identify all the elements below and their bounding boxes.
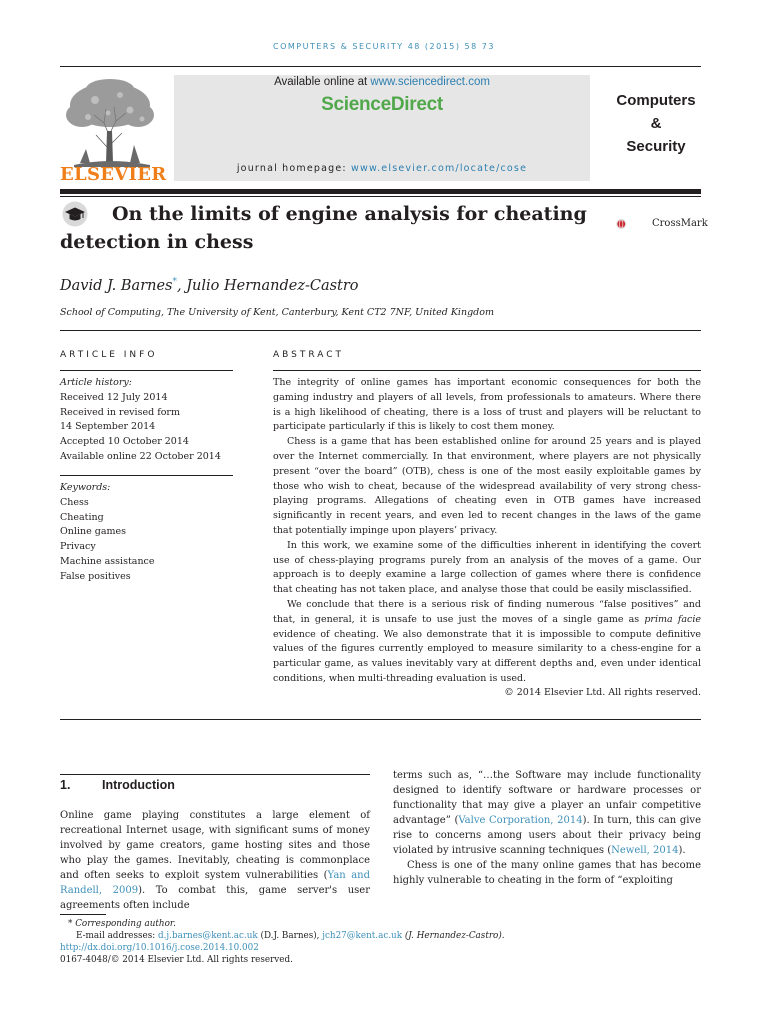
history-item: 14 September 2014 — [60, 421, 156, 433]
footnote-text: E-mail addresses: — [76, 931, 158, 941]
sciencedirect-link[interactable]: www.sciencedirect.com — [370, 76, 490, 88]
abstract-body — [273, 376, 701, 687]
header-thick-rule — [60, 189, 701, 194]
keyword-item: Chess — [60, 496, 89, 508]
doi-note — [60, 942, 259, 954]
body-text: ). To combat this, game server's user agreements often include — [60, 885, 370, 911]
publisher-wordmark: ELSEVIER — [60, 164, 167, 185]
section-rule — [60, 330, 701, 331]
header-rule — [60, 66, 701, 67]
body-text: terms such as, “…the Software may include functionality designed to identify software or hardware processes or functionality that may give a player an unfair competitive advantage” ( — [393, 770, 701, 826]
footnote-text: (J. Hernandez-Castro). — [402, 931, 505, 941]
author-name: David J. Barnes — [60, 277, 173, 294]
journal-title — [598, 89, 714, 158]
abstract-paragraph — [273, 598, 701, 687]
keywords-label: Keywords: — [60, 482, 111, 493]
article-history — [60, 376, 235, 465]
abstract-text: evidence of cheating. We also demonstrate that it is impossible to compute definitive values of the figures currently employed to measure similarity to a chess-engine for a particular game, as values inevitably vary at different depths and, even under identical conditions, when multi-threading evaluation is used. — [273, 628, 701, 684]
citation-link[interactable]: Yan and Randell, 2009 — [60, 870, 370, 896]
body-paragraph — [60, 808, 370, 913]
crossmark-icon[interactable] — [616, 207, 650, 241]
article-history-label: Article history: — [60, 377, 132, 388]
keyword-item: Cheating — [60, 511, 104, 523]
corresponding-author-note — [68, 918, 176, 930]
journal-reference: COMPUTERS & SECURITY 48 (2015) 58 73 — [273, 42, 495, 51]
abstract-paragraph: In this work, we examine some of the difficulties inherent in identifying the covert use of chess-playing programs purely from an analysis of the moves of a game. Our approach is to deeply examine a large collection of games where there is confidence that cheating has not taken place, and analyse those that could be easily misclassified. — [273, 539, 701, 596]
keywords-rule — [60, 475, 233, 476]
body-paragraph: Chess is one of the many online games that has become highly vulnerable to cheating in the form of “exploiting — [393, 860, 701, 886]
article-title: On the limits of engine analysis for cheating detection in chess — [60, 203, 587, 253]
keyword-item: Machine assistance — [60, 555, 155, 567]
keyword-item: False positives — [60, 570, 131, 582]
body-text: ). In turn, this can give rise to concerns among users about their privacy being violated by intrusive scanning techniques ( — [393, 815, 701, 856]
journal-title-line: Computers — [616, 92, 696, 109]
journal-title-line: & — [650, 115, 662, 132]
journal-homepage-line — [174, 163, 590, 174]
doi-link[interactable]: http://dx.doi.org/10.1016/j.cose.2014.10.002 — [60, 943, 259, 953]
section-number: 1. — [60, 778, 71, 792]
email-note — [76, 930, 505, 942]
abstract-text: We conclude that there is a serious risk of finding numerous “false positives” and that, in general, it is unsafe to use just the moves of a single game as — [273, 598, 701, 625]
abstract-emphasis: prima facie — [644, 613, 702, 625]
journal-homepage-label: journal homepage: — [236, 163, 352, 174]
author-list — [60, 277, 359, 294]
article-info-rule — [60, 370, 233, 371]
section-heading — [60, 778, 175, 792]
footnote-rule — [60, 914, 106, 915]
keyword-item: Online games — [60, 526, 126, 538]
email-link[interactable]: d.j.barnes@kent.ac.uk — [158, 931, 258, 941]
history-item: Received in revised form — [60, 406, 180, 418]
section-heading-rule — [60, 774, 370, 775]
keywords — [60, 481, 235, 585]
body-column-right — [393, 768, 701, 888]
section-title: Introduction — [102, 778, 175, 792]
corresponding-author-mark[interactable]: * — [172, 277, 177, 287]
sciencedirect-logo: ScienceDirect — [321, 94, 443, 115]
citation-link[interactable]: Newell, 2014 — [611, 845, 679, 856]
keyword-item: Privacy — [60, 541, 96, 553]
abstract-paragraph: Chess is a game that has been established online for around 25 years and is played over the Internet commercially. In that environment, where players are not physically present “over the board” (OTB), chess is one of the most easily exploitable games by those who wish to cheat, because of the widespread availability of very strong chess-playing programs. Allegations of cheating even in OTB games have increased significantly in recent years, and even led to recent changes in the laws of the game that potentially impinge upon players’ privacy. — [273, 436, 701, 536]
body-text: Online game playing constitutes a large element of recreational Internet usage, with significant sums of money involved by game creators, game hosting sites and those who play the games. Inevitably, cheating is commonplace and often seeks to exploit system vulnerabilities ( — [60, 810, 370, 881]
body-paragraph — [393, 768, 701, 858]
abstract-rule — [273, 370, 701, 371]
abstract-heading: ABSTRACT — [273, 350, 345, 360]
citation-link[interactable]: Valve Corporation, 2014 — [458, 815, 583, 826]
body-column-left — [60, 808, 370, 913]
author-name: Julio Hernandez-Castro — [186, 277, 359, 294]
journal-homepage-link[interactable]: www.elsevier.com/locate/cose — [351, 163, 528, 174]
history-item: Received 12 July 2014 — [60, 391, 168, 403]
abstract-paragraph: The integrity of online games has important economic consequences for both the gaming industry and players of all levels, from professionals to amateurs. Where there is a high likelihood of cheating, there is a loss of trust and players will be reluctant to participate particularly if this is likely to cost them money. — [273, 377, 701, 433]
author-separator: , — [177, 277, 187, 294]
body-text: ). — [678, 845, 686, 856]
history-item: Accepted 10 October 2014 — [60, 436, 189, 448]
journal-title-line: Security — [626, 138, 686, 155]
footnote-text: (D.J. Barnes), — [257, 931, 323, 941]
affiliation: School of Computing, The University of Kent, Canterbury, Kent CT2 7NF, United Kingdom — [60, 307, 494, 318]
history-item: Available online 22 October 2014 — [60, 450, 221, 462]
abstract-copyright: © 2014 Elsevier Ltd. All rights reserved. — [504, 687, 701, 698]
article-info-heading: ARTICLE INFO — [60, 350, 158, 360]
header-thin-rule — [60, 196, 701, 197]
available-online-line — [174, 76, 590, 88]
crossmark-label[interactable]: CrossMark — [652, 218, 708, 229]
front-matter-rule — [60, 719, 701, 720]
email-link[interactable]: jch27@kent.ac.uk — [322, 931, 403, 941]
available-online-label: Available online at — [274, 76, 371, 88]
footnote-text: * Corresponding author. — [68, 919, 176, 929]
issn-note: 0167-4048/© 2014 Elsevier Ltd. All rights reserved. — [60, 955, 293, 965]
